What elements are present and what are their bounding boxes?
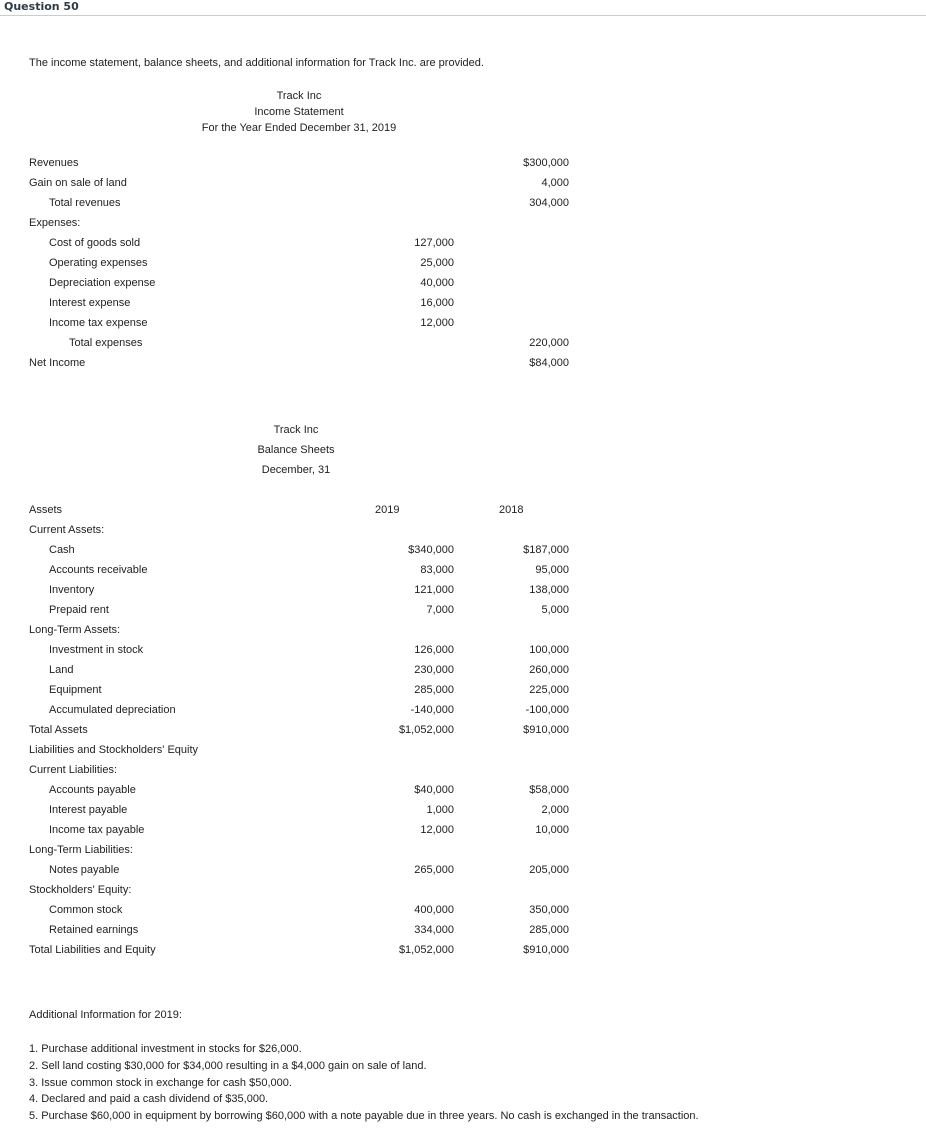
bs-row-2018: $58,000 [529,784,569,796]
liab-equity-label: Liabilities and Stockholders' Equity [29,744,199,756]
total-liab-equity-label: Total Liabilities and Equity [29,944,156,956]
expense-label: Cost of goods sold [49,237,141,249]
long-term-liabilities-label: Long-Term Liabilities: [29,844,133,856]
expense-value: 12,000 [420,317,454,329]
expense-label: Interest expense [49,297,131,309]
expense-label: Depreciation expense [49,277,156,289]
bs-row-label: Income tax payable [49,824,145,836]
bs-row-2018: 100,000 [529,644,569,656]
bs-row-label: Accounts receivable [49,564,148,576]
total-expenses-value: 220,000 [529,337,569,349]
net-income-label: Net Income [29,357,86,369]
gain-value: 4,000 [541,177,569,189]
total-revenues-label: Total revenues [49,197,121,209]
bs-row-2018: 2,000 [541,804,569,816]
bs-row-2019: 126,000 [414,644,454,656]
gain-label: Gain on sale of land [29,177,127,189]
total-assets-2019: $1,052,000 [398,724,454,736]
bs-row-label: Interest payable [49,804,128,816]
bs-heading-date: December, 31 [261,464,331,476]
revenues-label: Revenues [29,157,79,169]
bs-row-label: Retained earnings [49,924,139,936]
expense-label: Income tax expense [49,317,148,329]
is-heading-title: Income Statement [254,106,344,118]
expense-value: 40,000 [420,277,454,289]
bs-row-2019: 400,000 [414,904,454,916]
total-liab-equity-2019: $1,052,000 [398,944,454,956]
bs-row-2018: 260,000 [529,664,569,676]
expense-value: 127,000 [414,237,454,249]
total-expenses-label: Total expenses [69,337,143,349]
bs-row-2019: 12,000 [420,824,454,836]
bs-row-2018: 205,000 [529,864,569,876]
year-2019-header: 2019 [375,504,400,516]
question-title: Question 50 [4,0,79,13]
total-liab-equity-2018: $910,000 [523,944,569,956]
current-liabilities-label: Current Liabilities: [29,764,118,776]
bs-row-2019: 121,000 [414,584,454,596]
additional-info-item: 5. Purchase $60,000 in equipment by borrowing $60,000 with a note payable due in three years. No cash is exchanged in the transaction. [29,1110,699,1122]
additional-info-item: 4. Declared and paid a cash dividend of $35,000. [29,1093,269,1105]
is-heading-company: Track Inc [276,90,322,102]
bs-row-label: Notes payable [49,864,120,876]
bs-row-label: Cash [49,544,75,556]
additional-info-item: 1. Purchase additional investment in stocks for $26,000. [29,1043,302,1055]
bs-row-2018: $187,000 [523,544,569,556]
expense-label: Operating expenses [49,257,148,269]
total-revenues-value: 304,000 [529,197,569,209]
bs-row-label: Prepaid rent [49,604,109,616]
bs-row-2019: 285,000 [414,684,454,696]
bs-row-2019: 83,000 [420,564,454,576]
bs-row-label: Investment in stock [49,644,144,656]
additional-info-item: 2. Sell land costing $30,000 for $34,000 resulting in a $4,000 gain on sale of land. [29,1060,427,1072]
revenues-value: $300,000 [523,157,569,169]
bs-row-2018: 285,000 [529,924,569,936]
net-income-value: $84,000 [529,357,569,369]
bs-row-2019: 7,000 [426,604,454,616]
current-assets-label: Current Assets: [29,524,105,536]
total-assets-label: Total Assets [29,724,88,736]
bs-row-2018: 138,000 [529,584,569,596]
additional-info-heading: Additional Information for 2019: [29,1009,182,1021]
expense-value: 16,000 [420,297,454,309]
question-header [0,0,926,16]
bs-row-label: Accounts payable [49,784,136,796]
total-assets-2018: $910,000 [523,724,569,736]
bs-row-label: Land [49,664,74,676]
bs-row-label: Common stock [49,904,123,916]
bs-row-2019: $40,000 [414,784,454,796]
bs-heading-company: Track Inc [273,424,319,436]
bs-row-2018: 350,000 [529,904,569,916]
expenses-label: Expenses: [29,217,81,229]
bs-row-2018: 95,000 [535,564,569,576]
equity-label: Stockholders' Equity: [29,884,132,896]
bs-row-label: Inventory [49,584,95,596]
bs-row-2019: $340,000 [408,544,454,556]
expense-value: 25,000 [420,257,454,269]
bs-row-label: Equipment [49,684,102,696]
intro-text: The income statement, balance sheets, and additional information for Track Inc. are provided. [29,57,484,69]
bs-row-2018: -100,000 [525,704,569,716]
bs-row-2018: 5,000 [541,604,569,616]
bs-row-2019: 1,000 [426,804,454,816]
bs-row-2018: 10,000 [535,824,569,836]
bs-row-2019: 265,000 [414,864,454,876]
assets-label: Assets [29,504,63,516]
bs-row-label: Accumulated depreciation [49,704,176,716]
bs-row-2018: 225,000 [529,684,569,696]
bs-row-2019: 334,000 [414,924,454,936]
bs-heading-title: Balance Sheets [257,444,335,456]
long-term-assets-label: Long-Term Assets: [29,624,121,636]
year-2018-header: 2018 [499,504,524,516]
is-heading-period: For the Year Ended December 31, 2019 [201,122,397,134]
bs-row-2019: 230,000 [414,664,454,676]
bs-row-2019: -140,000 [410,704,454,716]
additional-info-item: 3. Issue common stock in exchange for cash $50,000. [29,1077,292,1089]
